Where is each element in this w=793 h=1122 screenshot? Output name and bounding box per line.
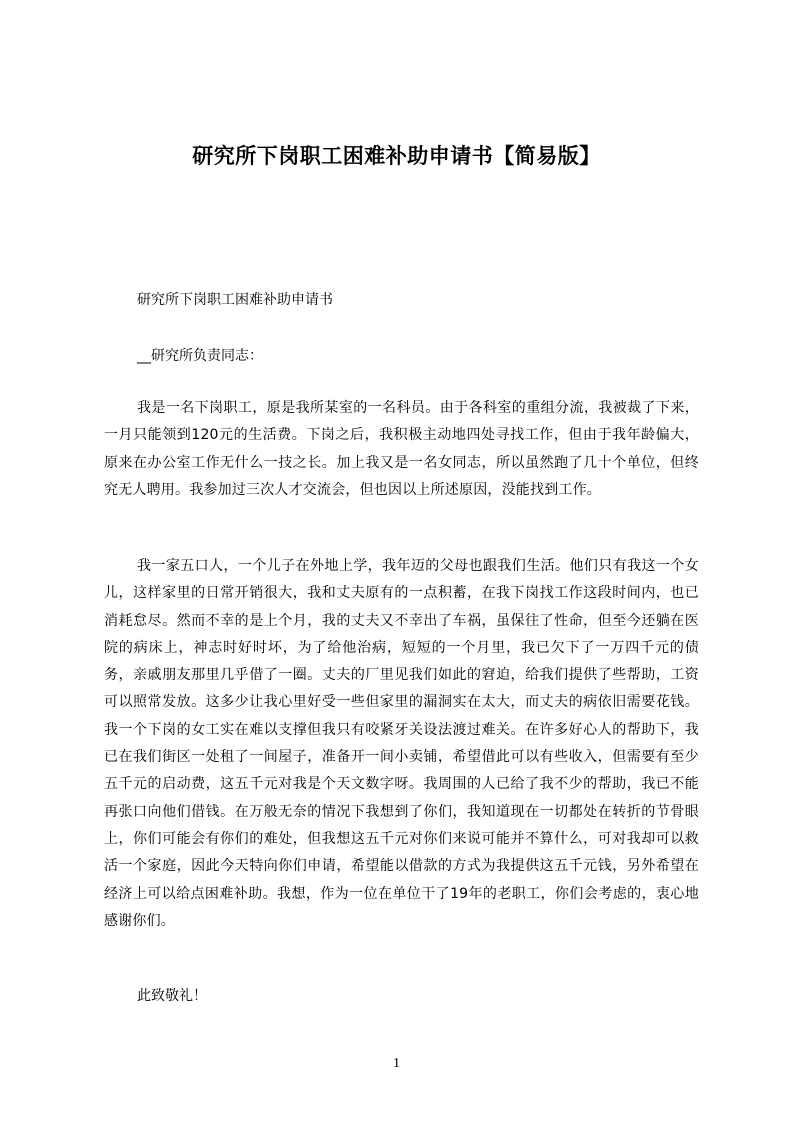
salutation: __研究所负责同志： [137, 348, 263, 364]
paragraph-2: 我一家五口人，一个儿子在外地上学，我年迈的父母也跟我们生活。他们只有我这一个女儿，这样家里的日常开销很大，我和丈夫原有的一点积蓄，在我下岗找工作这段时间内，也已消耗怠尽。然而不幸的是上个月，我的丈夫又不幸出了车祸，虽保往了性命，但至今还躺在医院的病床上，神志时好时坏，为了给他治病，短短的一个月里，我已欠下了一万四千元的债务，亲戚朋友那里几乎借了一圈。丈夫的厂里见我们如此的窘迫，给我们提供了些帮助，工资可以照常发放。这多少让我心里好受一些但家里的漏洞实在太大，而丈夫的病依旧需要花钱。我一个下岗的女工实在难以支撑但我只有咬紧牙关设法渡过难关。在许多好心人的帮助下，我已在我们街区一处租了一间屋子，准备开一间小卖铺，希望借此可以有些收入，但需要有至少五千元的启动费，这五千元对我是个天文数字呀。我周围的人已给了我不少的帮助，我已不能再张口向他们借钱。在万般无奈的情况下我想到了你们，我知道现在一切都处在转折的节骨眼上，你们可能会有你们的难处，但我想这五千元对你们来说可能并不算什么，可对我却可以救活一个家庭，因此今天特向你们申请，希望能以借款的方式为我提供这五千元钱，另外希望在经济上可以给点困难补助。我想，作为一位在单位干了19年的老职工，你们会考虑的，衷心地感谢你们。 [104, 558, 699, 929]
letter-heading: 研究所下岗职工困难补助申请书 [137, 292, 333, 308]
page-number: 1 [393, 1056, 400, 1071]
document-title: 研究所下岗职工困难补助申请书【简易版】 [192, 144, 601, 168]
closing: 此致敬礼！ [137, 988, 207, 1004]
paragraph-1: 我是一名下岗职工，原是我所某室的一名科员。由于各科室的重组分流，我被裁了下来，一月只能领到120元的生活费。下岗之后，我积极主动地四处寻找工作，但由于我年龄偏大，原来在办公室工作无什么一技之长。加上我又是一名女同志，所以虽然跑了几十个单位，但终究无人聘用。我参加过三次人才交流会，但也因以上所述原因，没能找到工作。 [104, 400, 699, 498]
